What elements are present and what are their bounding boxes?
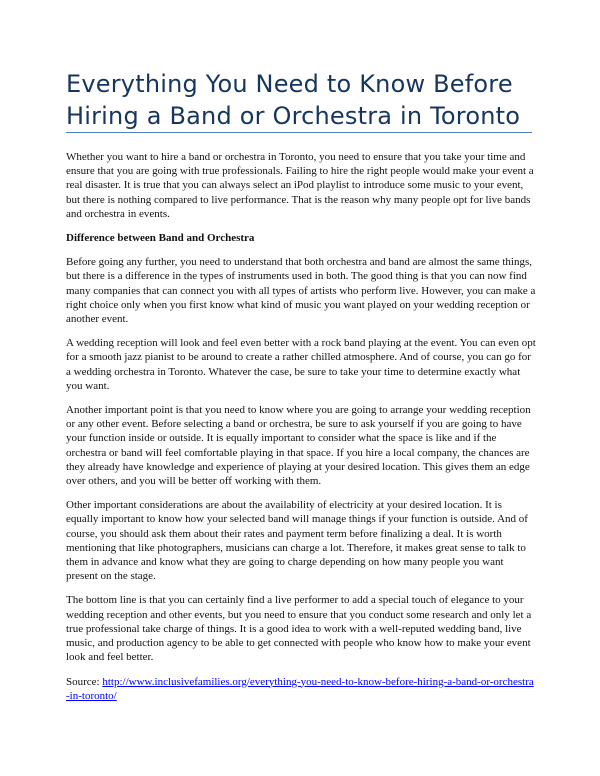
- body-paragraph-1: Before going any further, you need to understand that both orchestra and band are almost the same things, but there is a difference in the types of instruments used in both. The good thing is that you can now find many companies that can connect you with all types of artists who perform live. However, you can make a right choice only when you first know what kind of music you want played on your wedding reception or another event.: [66, 256, 536, 326]
- section-heading: Difference between Band and Orchestra: [66, 232, 255, 245]
- title-divider: [66, 132, 532, 133]
- article-body: [66, 150, 536, 713]
- page-title: Everything You Need to Know Before Hiring a Band or Orchestra in Toronto: [66, 70, 521, 130]
- body-paragraph-4: Other important considerations are about the availability of electricity at your desired location. It is equally important to know how your selected band will manage things if your function is outside. And of course, you should ask them about their rates and payment term before finalizing a deal. It is worth mentioning that like photographers, musicians can charge a lot. Therefore, it makes great sense to talk to them in advance and know what they are going to charge depending on how many people you want present on the stage.: [66, 499, 528, 583]
- source-label: Source:: [66, 675, 100, 688]
- body-paragraph-3: Another important point is that you need to know where you are going to arrange your wedding reception or any other event. Before selecting a band or orchestra, be sure to ask yourself if you are going to have your function inside or outside. It is equally important to consider what the space is like and if the orchestra or band will feel comfortable playing in that space. If you hire a local company, the chances are they already have knowledge and experience of playing at your desired location. This gives them an edge over others, and you will be better off working with them.: [66, 404, 531, 488]
- body-paragraph-5: The bottom line is that you can certainly find a live performer to add a special touch of elegance to your wedding reception and other events, but you need to ensure that you conduct some research and only let a true professional take charge of things. It is a good idea to work with a well-reputed wedding band, live music, and production agency to be able to get connected with people who know how to make your event look and feel better.: [66, 594, 532, 664]
- body-paragraph-2: A wedding reception will look and feel even better with a rock band playing at the event. You can even opt for a smooth jazz pianist to be around to create a rather chilled atmosphere. And of course, you can go for a wedding orchestra in Toronto. Whatever the case, be sure to take your time to determine exactly what you want.: [66, 337, 536, 392]
- source-line: [66, 675, 536, 703]
- intro-paragraph: Whether you want to hire a band or orchestra in Toronto, you need to ensure that you take your time and ensure that you are going with true professionals. Failing to hire the right people would make your event a real disaster. It is true that you can always select an iPod playlist to introduce some music to your event, but there is nothing compared to live performance. That is the reason why many people opt for live bands and orchestra in events.: [66, 151, 534, 220]
- source-link[interactable]: http://www.inclusivefamilies.org/everything-you-need-to-know-before-hiring-a-band-or-orchestra-in-toronto/: [66, 675, 534, 702]
